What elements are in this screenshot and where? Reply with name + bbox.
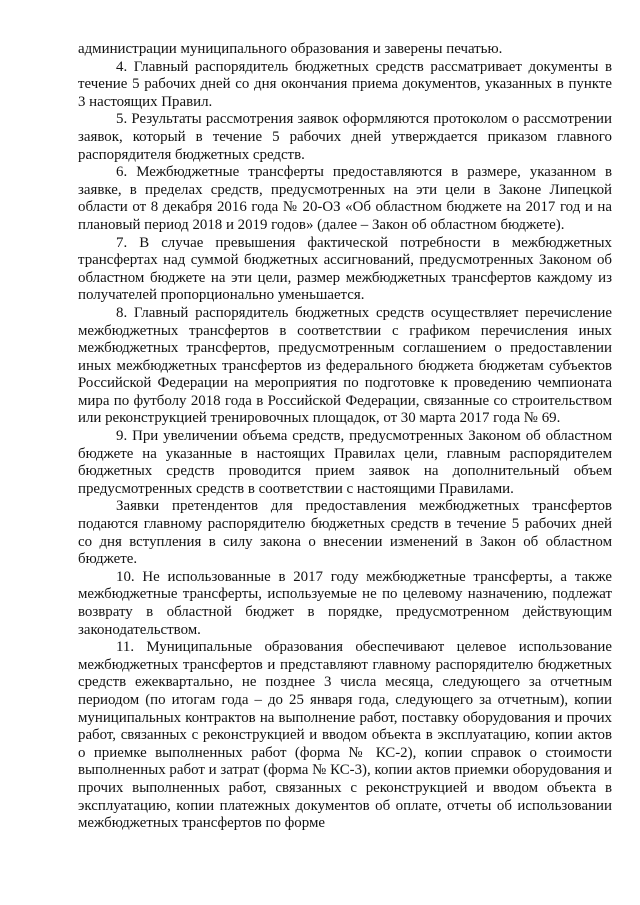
document-page bbox=[78, 41, 612, 833]
paragraph-item-9: 9. При увеличении объема средств, предусмотренных Законом об областном бюджете на указанные в настоящих Правилах цели, главным распорядителем бюджетных средств проводится прием заявок на дополнительный объем предусмотренных средств в соответствии с настоящими Правилами. bbox=[78, 428, 612, 497]
paragraph-item-8: 8. Главный распорядитель бюджетных средств осуществляет перечисление межбюджетных трансфертов в соответствии с графиком перечисления иных межбюджетных трансфертов, предусмотренным соглашением о предоставлении иных межбюджетных трансфертов из федерального бюджета бюджетам субъектов Российской Федерации на мероприятия по подготовке к проведению чемпионата мира по футболу 2018 года в Российской Федерации, связанные со строительством или реконструкцией тренировочных площадок, от 30 марта 2017 года № 69. bbox=[78, 304, 612, 427]
paragraph-item-4: 4. Главный распорядитель бюджетных средств рассматривает документы в течение 5 рабочих дней со дня окончания приема документов, указанных в пункте 3 настоящих Правил. bbox=[78, 58, 612, 110]
paragraph-item-11: 11. Муниципальные образования обеспечивают целевое использование межбюджетных трансфертов и представляют главному распорядителю бюджетных средств ежеквартально, не позднее 3 числа месяца, следующего за отчетным периодом (по итогам года – до 25 января года, следующего за отчетным), копии муниципальных контрактов на выполнение работ, поставку оборудования и прочих работ, связанных с реконструкцией и вводом объекта в эксплуатацию, копии актов о приемке выполненных работ (форма № КС-2), копии справок о стоимости выполненных работ и затрат (форма № КС-3), копии актов приемки оборудования и прочих выполненных работ, связанных с реконструкцией и вводом объекта в эксплуатацию, копии платежных документов об оплате, отчеты об использовании межбюджетных трансфертов по форме bbox=[78, 639, 612, 832]
paragraph-continuation: администрации муниципального образования и заверены печатью. bbox=[78, 41, 503, 57]
paragraph-item-5: 5. Результаты рассмотрения заявок оформляются протоколом о рассмотрении заявок, который в течение 5 рабочих дней утверждается приказом главного распорядителя бюджетных средств. bbox=[78, 111, 612, 163]
paragraph-item-9-applications: Заявки претендентов для предоставления межбюджетных трансфертов подаются главному распорядителю бюджетных средств в течение 5 рабочих дней со дня вступления в силу закона о внесении изменений в Закон об областном бюджете. bbox=[78, 498, 612, 568]
paragraph-item-6: 6. Межбюджетные трансферты предоставляются в размере, указанном в заявке, в пределах средств, предусмотренных на эти цели в Законе Липецкой области от 8 декабря 2016 года № 20-ОЗ «Об областном бюджете на 2017 год и на плановый период 2018 и 2019 годов» (далее – Закон об областном бюджете). bbox=[78, 164, 612, 233]
paragraph-item-7: 7. В случае превышения фактической потребности в межбюджетных трансфертах над суммой бюджетных ассигнований, предусмотренных Законом об областном бюджете на эти цели, размер межбюджетных трансфертов каждому из получателей пропорционально уменьшается. bbox=[78, 234, 612, 304]
paragraph-item-10: 10. Не использованные в 2017 году межбюджетные трансферты, а также межбюджетные трансферты, используемые не по целевому назначению, подлежат возврату в областной бюджет в порядке, предусмотренном действующим законодательством. bbox=[78, 568, 612, 638]
